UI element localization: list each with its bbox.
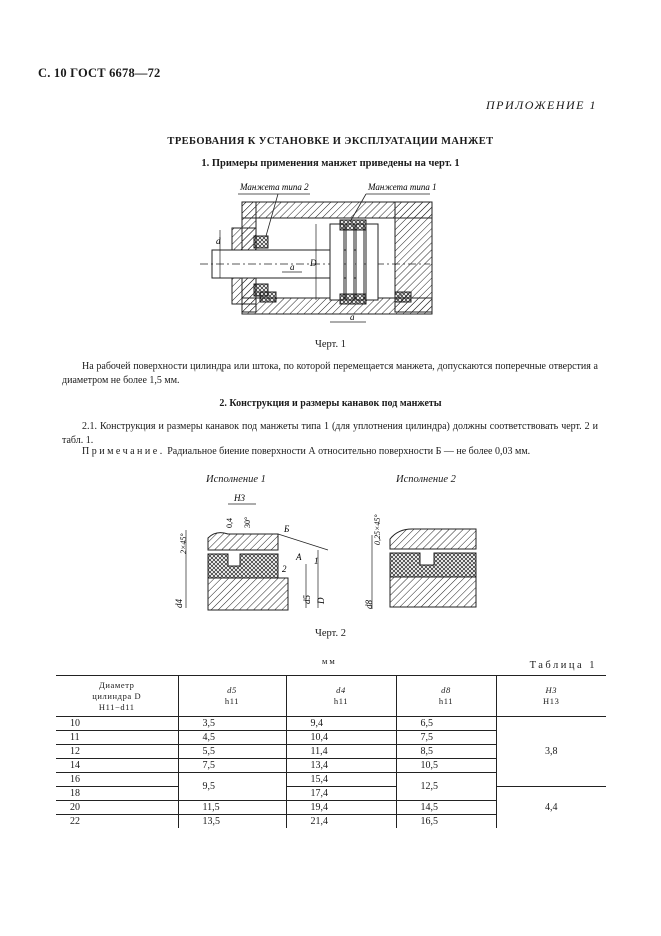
table-row: 14 7,5 13,4 10,5 bbox=[56, 759, 606, 773]
table-row: 20 11,5 19,4 14,5 bbox=[56, 801, 606, 815]
dim-a-bottom: a bbox=[350, 312, 355, 322]
table-row: 18 17,4 4,4 bbox=[56, 787, 606, 801]
dim-D: D bbox=[310, 258, 317, 268]
table-header-row bbox=[56, 676, 606, 717]
table-label: Таблица 1 bbox=[529, 660, 597, 671]
table-row: 11 4,5 10,4 7,5 bbox=[56, 731, 606, 745]
appendix-title: ТРЕБОВАНИЯ К УСТАНОВКЕ И ЭКСПЛУАТАЦИИ МАНЖЕТ bbox=[167, 136, 494, 147]
label-cuff-type-2: Манжета типа 2 bbox=[240, 182, 309, 192]
header-d8: d8 h11 bbox=[396, 676, 496, 717]
figure-2-caption: Черт. 2 bbox=[315, 628, 346, 639]
figure-1-caption: Черт. 1 bbox=[315, 339, 346, 350]
mark-1: 1 bbox=[314, 556, 319, 566]
H3-value-group-1: 3,8 bbox=[496, 717, 606, 787]
note-text: Радиальное биение поверхности А относительно поверхности Б — не более 0,03 мм. bbox=[164, 446, 531, 457]
chamfer-2x45: 2×45° bbox=[179, 533, 188, 554]
surface-B: Б bbox=[284, 524, 290, 534]
chamfer-025x45: 0,25×45° bbox=[373, 514, 382, 545]
table-row: 16 9,5 15,4 12,5 bbox=[56, 773, 606, 787]
note-word: Примечание. bbox=[82, 446, 165, 457]
figure-2-execution-2 bbox=[360, 505, 490, 615]
figure-2-execution-1 bbox=[168, 490, 338, 620]
dim-D-fig2: D bbox=[316, 597, 326, 604]
execution-2-label: Исполнение 2 bbox=[396, 474, 456, 485]
H3-value-group-2: 4,4 bbox=[496, 787, 606, 829]
execution-1-label: Исполнение 1 bbox=[206, 474, 266, 485]
table-unit: мм bbox=[322, 656, 337, 666]
dim-d5: d5 bbox=[302, 595, 312, 604]
table-row: 22 13,5 21,4 16,5 bbox=[56, 815, 606, 829]
angle-30: 30° bbox=[243, 516, 252, 528]
dim-d4: d4 bbox=[174, 599, 184, 608]
page-header: С. 10 ГОСТ 6678—72 bbox=[38, 66, 161, 80]
dim-d8: d8 bbox=[364, 600, 374, 609]
section-2-heading: 2. Конструкция и размеры канавок под манжеты bbox=[219, 398, 442, 409]
note-paragraph bbox=[62, 445, 598, 459]
table-row: 10 3,5 9,4 6,5 3,8 bbox=[56, 717, 606, 731]
header-d4: d4 h11 bbox=[286, 676, 396, 717]
surface-A: А bbox=[296, 552, 302, 562]
dim-d: d bbox=[216, 236, 221, 246]
grooves-table bbox=[56, 675, 606, 828]
section-1-heading: 1. Примеры применения манжет приведены на черт. 1 bbox=[201, 158, 460, 169]
dim-a-left: a bbox=[290, 262, 295, 272]
paragraph-2-1: 2.1. Конструкция и размеры канавок под манжеты типа 1 (для уплотнения цилиндра) должны соответствовать черт. 2 и табл. 1. bbox=[62, 421, 598, 446]
appendix-label: ПРИЛОЖЕНИЕ 1 bbox=[486, 98, 597, 112]
figure-1-drawing bbox=[190, 180, 440, 330]
label-cuff-type-1: Манжета типа 1 bbox=[368, 182, 437, 192]
header-D: Диаметр цилиндра D H11−d11 bbox=[56, 676, 178, 717]
header-d5: d5 h11 bbox=[178, 676, 286, 717]
mark-2: 2 bbox=[282, 564, 287, 574]
dim-H3: H3 bbox=[234, 493, 245, 503]
paragraph-holes: На рабочей поверхности цилиндра или штока, по которой перемещается манжета, допускаются поперечные отверстия а диаметром не более 1,5 мм. bbox=[62, 361, 598, 386]
radius-04: 0,4 bbox=[225, 518, 234, 528]
header-H3: H3 H13 bbox=[496, 676, 606, 717]
table-row: 12 5,5 11,4 8,5 bbox=[56, 745, 606, 759]
